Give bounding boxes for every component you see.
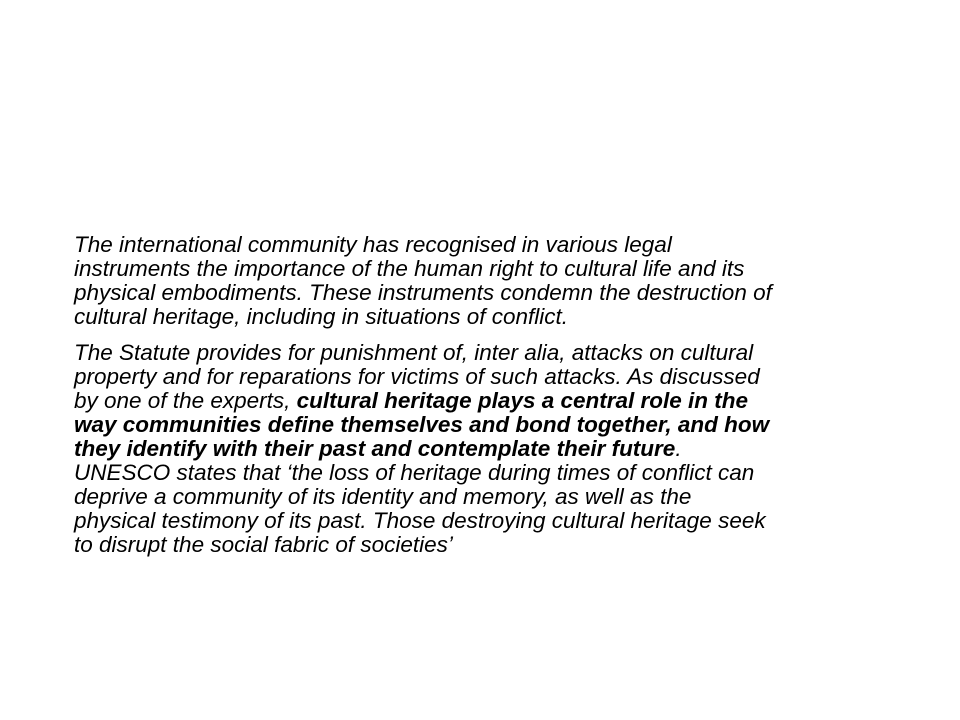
paragraph-line: deprive a community of its identity and memory, as well as the	[74, 484, 692, 509]
paragraph-line: physical embodiments. These instruments condemn the destruction of	[74, 280, 772, 305]
paragraph-line: The international community has recognised in various legal	[74, 232, 672, 257]
paragraph-line: property and for reparations for victims of such attacks. As discussed	[74, 364, 760, 389]
emphasized-line: way communities define themselves and bond together, and how	[74, 412, 770, 437]
paragraph-international-community	[74, 233, 904, 329]
paragraph-line: cultural heritage, including in situations of conflict.	[74, 304, 569, 329]
paragraph-line: UNESCO states that ‘the loss of heritage during times of conflict can	[74, 460, 755, 485]
paragraph-line	[74, 389, 904, 413]
plain-text: by one of the experts,	[74, 388, 297, 413]
paragraph-line: instruments the importance of the human right to cultural life and its	[74, 256, 745, 281]
paragraph-line	[74, 437, 904, 461]
paragraph-line: to disrupt the social fabric of societies’	[74, 532, 453, 557]
paragraph-line: The Statute provides for punishment of, inter alia, attacks on cultural	[74, 340, 754, 365]
plain-text: .	[675, 436, 682, 461]
emphasized-text: cultural heritage plays a central role in the	[296, 388, 749, 413]
paragraph-line: physical testimony of its past. Those destroying cultural heritage seek	[74, 508, 766, 533]
paragraph-statute	[74, 341, 904, 557]
slide-body-text	[74, 233, 904, 557]
emphasized-text: they identify with their past and contemplate their future	[74, 436, 676, 461]
